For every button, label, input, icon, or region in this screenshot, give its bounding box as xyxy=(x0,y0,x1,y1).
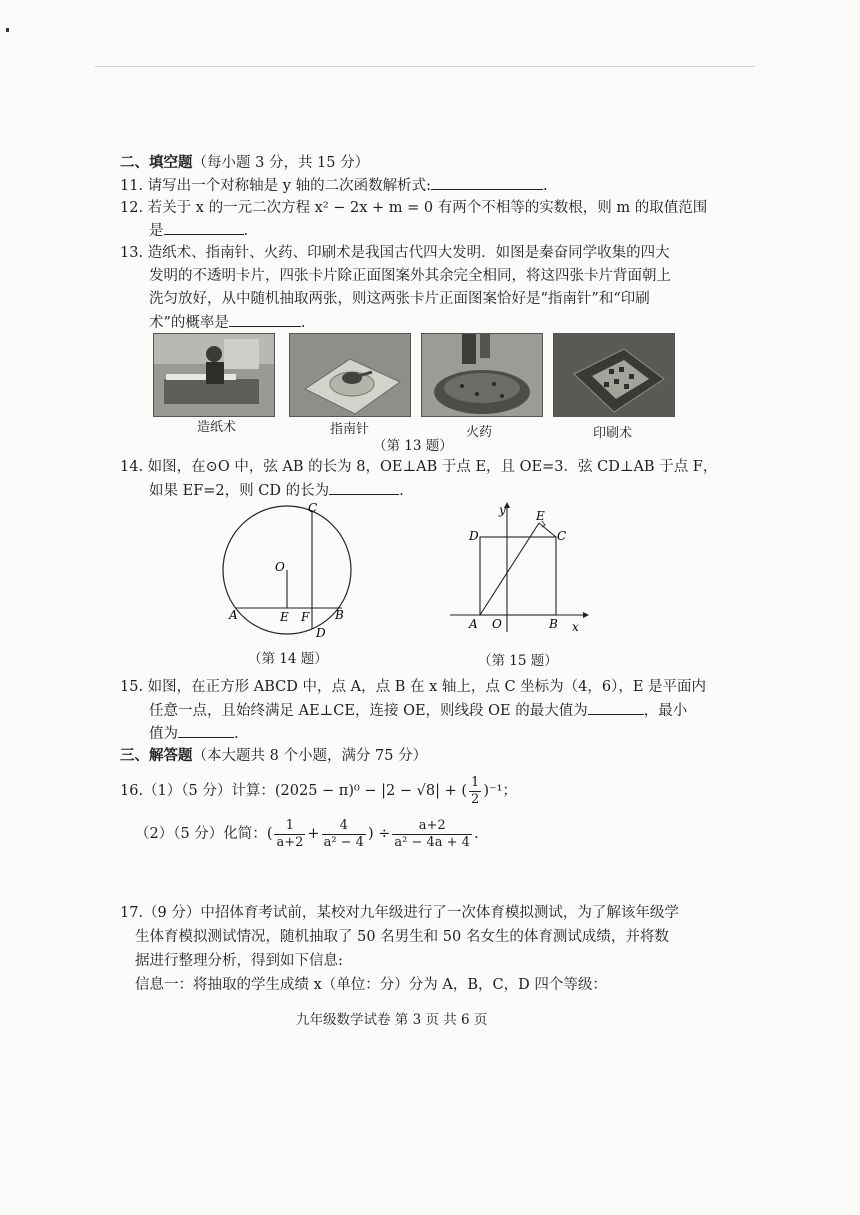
label-f: F xyxy=(301,610,310,624)
label-a: A xyxy=(229,608,238,622)
label-e: E xyxy=(280,610,289,624)
compass-photo xyxy=(289,333,411,417)
q14-line2: 如果 EF=2，则 CD 的长为 xyxy=(149,483,330,499)
printing-caption: 印刷术 xyxy=(593,426,633,441)
fraction-1-denominator: a+2 xyxy=(276,834,304,850)
label-o: O xyxy=(275,560,285,574)
papermaking-photo xyxy=(153,333,275,417)
q15-line2b: ，最小 xyxy=(643,703,688,719)
section3-title: 三、解答题 xyxy=(120,747,193,764)
fraction-numerator: 1 xyxy=(471,774,480,790)
q14-line1: 如图，在⊙O 中，弦 AB 的长为 8，OE⊥AB 于点 E，且 OE=3．弦 CD⊥AB 于点 F， xyxy=(147,459,718,475)
q15-line3: 值为 xyxy=(149,726,178,742)
question-15-line3 xyxy=(149,723,239,745)
question-11 xyxy=(120,175,548,197)
page-footer: 九年级数学试卷 第 3 页 共 6 页 xyxy=(296,1012,488,1028)
label-y: y xyxy=(499,503,506,517)
compass-caption: 指南针 xyxy=(330,422,370,437)
label-o: O xyxy=(492,617,502,631)
q16-part2-end: . xyxy=(473,825,479,842)
q12-line1: 若关于 x 的一元二次方程 x² − 2x + m = 0 有两个不相等的实数根，则 m 的取值范围 xyxy=(147,200,708,216)
q17-number: 17. xyxy=(120,905,144,921)
q11-text: 请写出一个对称轴是 y 轴的二次函数解析式: xyxy=(147,178,431,194)
q17-line3: 据进行整理分析，得到如下信息: xyxy=(135,953,343,969)
section2-note: （每小题 3 分，共 15 分） xyxy=(192,155,370,171)
q15-min-blank xyxy=(178,723,234,738)
question-17-line1 xyxy=(120,903,679,924)
label-b: B xyxy=(549,617,558,631)
printing-photo xyxy=(553,333,675,417)
q11-answer-blank xyxy=(431,175,543,190)
question-12-line1 xyxy=(120,198,707,219)
gunpowder-photo xyxy=(421,333,543,417)
q15-number: 15. xyxy=(120,679,144,695)
q11-end: . xyxy=(542,178,548,194)
square-abcd xyxy=(480,537,556,615)
fraction-3-numerator: a+2 xyxy=(392,818,472,835)
q17-line1: （9 分）中招体育考试前，某校对九年级进行了一次体育模拟测试，为了解该年级学 xyxy=(143,905,679,921)
x-axis-arrow xyxy=(583,612,589,618)
fraction-1 xyxy=(274,818,305,851)
q16-plus: + xyxy=(307,825,320,842)
q13-line1: 造纸术、指南针、火药、印刷术是我国古代四大发明．如图是秦奋同学收集的四大 xyxy=(147,245,670,261)
q15-line1: 如图，在正方形 ABCD 中，点 A，点 B 在 x 轴上，点 C 坐标为（4，6），E 是平面内 xyxy=(147,679,707,695)
question-13-line1 xyxy=(120,243,670,264)
q16-part1-label: （1）（5 分）计算： xyxy=(143,782,275,799)
q16-part1-fraction xyxy=(469,775,481,808)
label-c: C xyxy=(308,501,318,515)
fraction-denominator: 2 xyxy=(471,791,480,807)
question-16-part1 xyxy=(120,771,517,811)
q13-line2: 发明的不透明卡片，四张卡片除正面图案外其余完全相同，将这四张卡片背面朝上 xyxy=(149,268,671,284)
q17-line4: 信息一：将抽取的学生成绩 x（单位：分）分为 A，B，C，D 四个等级： xyxy=(135,977,607,993)
question-13-line4 xyxy=(149,312,306,334)
q12-answer-blank xyxy=(164,220,244,235)
q13-figure-caption: （第 13 题） xyxy=(373,438,453,454)
section2-heading xyxy=(120,152,369,174)
section3-note: （本大题共 8 个小题，满分 75 分） xyxy=(192,748,428,764)
q13-line4: 术”的概率是 xyxy=(149,315,229,331)
fraction-2 xyxy=(322,818,366,851)
q16-number: 16. xyxy=(120,782,144,799)
section2-title: 二、填空题 xyxy=(120,154,193,171)
q13-line3: 洗匀放好，从中随机抽取两张，则这两张卡片正面图案恰好是“指南针”和“印刷 xyxy=(149,291,650,307)
label-b: B xyxy=(335,608,344,622)
question-15-line2 xyxy=(149,700,687,722)
q11-number: 11. xyxy=(120,178,144,194)
fraction-1-numerator: 1 xyxy=(274,818,305,835)
question-14-line1 xyxy=(120,457,717,478)
question-16-part2 xyxy=(135,813,479,855)
section3-heading xyxy=(120,745,427,767)
q13-answer-blank xyxy=(229,312,301,327)
q14-number: 14. xyxy=(120,459,144,475)
q14-answer-blank xyxy=(329,480,399,495)
q16-part2-close: ) ÷ xyxy=(367,825,391,842)
q14-figure-caption: （第 14 题） xyxy=(248,651,328,667)
question-15-line1 xyxy=(120,677,706,698)
q12-number: 12. xyxy=(120,200,144,216)
q15-line2a: 任意一点，且始终满足 AE⊥CE，连接 OE，则线段 OE 的最大值为 xyxy=(149,703,588,719)
top-divider xyxy=(95,66,755,67)
corner-mark xyxy=(6,28,9,32)
q14-end: . xyxy=(399,483,404,499)
q15-figure-caption: （第 15 题） xyxy=(478,653,558,669)
q17-line2: 生体育模拟测试情况，随机抽取了 50 名男生和 50 名女生的体育测试成绩，并将数 xyxy=(135,929,669,945)
fraction-3-denominator: a² − 4a + 4 xyxy=(394,834,470,850)
segment-ec xyxy=(539,523,556,537)
q15-end: . xyxy=(234,726,239,742)
figure-14-circle-diagram xyxy=(215,498,365,643)
q13-number: 13. xyxy=(120,245,144,261)
figure-15-coordinate-diagram xyxy=(445,500,595,645)
label-x: x xyxy=(572,620,579,634)
label-c: C xyxy=(557,529,567,543)
q16-part1-expr-b: )⁻¹； xyxy=(483,782,517,799)
fraction-2-denominator: a² − 4 xyxy=(323,834,364,850)
label-d: D xyxy=(469,529,479,543)
gunpowder-caption: 火药 xyxy=(466,425,493,440)
label-d: D xyxy=(316,626,326,640)
q16-part2-open: ( xyxy=(266,825,273,842)
label-a: A xyxy=(469,617,478,631)
q12-end: . xyxy=(243,223,249,239)
papermaking-caption: 造纸术 xyxy=(197,420,237,435)
fraction-3 xyxy=(392,818,472,851)
q16-part2-label: （2）（5 分）化简： xyxy=(135,825,267,842)
q13-end: . xyxy=(300,315,306,331)
label-e: E xyxy=(536,509,545,523)
q16-part1-expr-a: (2025 − π)⁰ − |2 − √8| + ( xyxy=(274,782,468,799)
q12-line2: 是 xyxy=(149,223,164,239)
fraction-2-numerator: 4 xyxy=(322,818,366,835)
q15-max-blank xyxy=(588,700,644,715)
question-12-line2 xyxy=(149,220,248,242)
